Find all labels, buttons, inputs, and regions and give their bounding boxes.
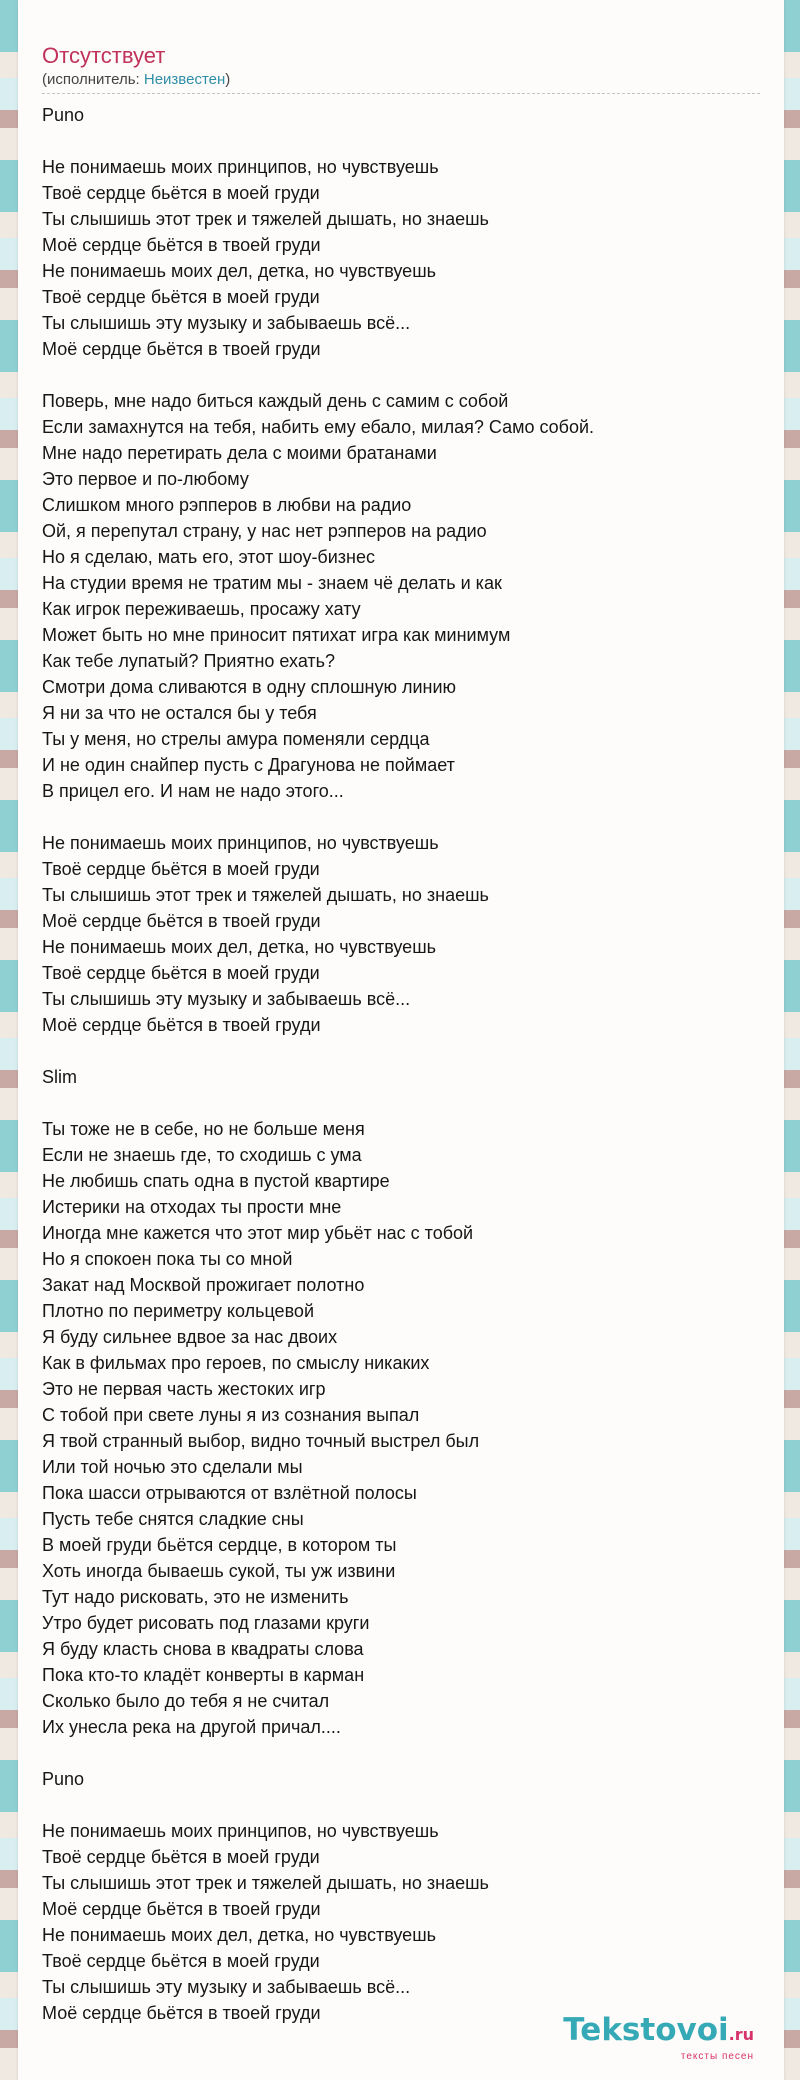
lyric-line: Или той ночью это сделали мы xyxy=(42,1457,303,1477)
lyric-line: В прицел его. И нам не надо этого... xyxy=(42,781,344,801)
artist-line xyxy=(42,70,760,90)
lyric-line: Не понимаешь моих дел, детка, но чувствуешь xyxy=(42,1925,437,1945)
lyric-line: Я ни за что не остался бы у тебя xyxy=(42,703,317,723)
lyric-line: Может быть но мне приносит пятихат игра как минимум xyxy=(42,625,511,645)
artist-link[interactable]: Неизвестен xyxy=(143,71,226,88)
lyric-blank-line xyxy=(42,362,762,388)
lyric-line: Сколько было до тебя я не считал xyxy=(42,1691,330,1711)
lyric-line: Смотри дома сливаются в одну сплошную линию xyxy=(42,677,457,697)
lyric-line: Плотно по периметру кольцевой xyxy=(42,1301,314,1321)
lyric-line: Как тебе лупатый? Приятно ехать? xyxy=(42,651,336,671)
lyric-line: Ты слышишь этот трек и тяжелей дышать, но знаешь xyxy=(42,1873,489,1893)
lyric-line: Моё сердце бьётся в твоей груди xyxy=(42,1015,321,1035)
lyric-line: Если не знаешь где, то сходишь с ума xyxy=(42,1145,362,1165)
lyric-blank-line xyxy=(42,1792,762,1818)
song-title: Отсутствует xyxy=(42,43,166,68)
lyric-line: Закат над Москвой прожигает полотно xyxy=(42,1275,365,1295)
logo-tld: .ru xyxy=(728,2025,754,2044)
lyric-line: Но я сделаю, мать его, этот шоу-бизнес xyxy=(42,547,375,567)
lyric-line: Ты слышишь этот трек и тяжелей дышать, но знаешь xyxy=(42,885,489,905)
lyric-line: Не понимаешь моих принципов, но чувствуешь xyxy=(42,1821,439,1841)
lyric-line: Puno xyxy=(42,1769,85,1789)
page-container xyxy=(18,0,784,2080)
lyric-line: Ты тоже не в себе, но не больше меня xyxy=(42,1119,365,1139)
lyric-blank-line xyxy=(42,804,762,830)
lyric-blank-line xyxy=(42,1090,762,1116)
lyric-line: Моё сердце бьётся в твоей груди xyxy=(42,911,321,931)
lyric-line: Я твой странный выбор, видно точный выстрел был xyxy=(42,1431,480,1451)
lyric-line: Ты слышишь эту музыку и забываешь всё... xyxy=(42,1977,411,1997)
lyric-line: И не один снайпер пусть с Драгунова не поймает xyxy=(42,755,455,775)
lyric-line: Пока шасси отрываются от взлётной полосы xyxy=(42,1483,417,1503)
lyric-line: Твоё сердце бьётся в моей груди xyxy=(42,1951,320,1971)
lyric-line: Твоё сердце бьётся в моей груди xyxy=(42,859,320,879)
lyric-line: Их унесла река на другой причал.... xyxy=(42,1717,341,1737)
lyric-line: Не понимаешь моих принципов, но чувствуешь xyxy=(42,833,439,853)
lyric-line: Твоё сердце бьётся в моей груди xyxy=(42,287,320,307)
lyric-line: Ты у меня, но стрелы амура поменяли сердца xyxy=(42,729,430,749)
lyric-line: Я буду класть снова в квадраты слова xyxy=(42,1639,364,1659)
lyric-line: Я буду сильнее вдвое за нас двоих xyxy=(42,1327,338,1347)
lyric-line: Не понимаешь моих дел, детка, но чувствуешь xyxy=(42,937,437,957)
lyric-line: Slim xyxy=(42,1067,77,1087)
artist-suffix: ) xyxy=(225,71,231,88)
lyric-blank-line xyxy=(42,1038,762,1064)
lyric-line: Твоё сердце бьётся в моей груди xyxy=(42,1847,320,1867)
logo-tagline: тексты песен xyxy=(680,2051,754,2062)
lyric-line: Моё сердце бьётся в твоей груди xyxy=(42,1899,321,1919)
lyric-line: Ты слышишь эту музыку и забываешь всё... xyxy=(42,989,411,1009)
lyric-line: Это не первая часть жестоких игр xyxy=(42,1379,326,1399)
artist-prefix: (исполнитель: xyxy=(42,71,144,88)
lyric-line: С тобой при свете луны я из сознания выпал xyxy=(42,1405,420,1425)
lyric-blank-line xyxy=(42,128,762,154)
lyric-line: Если замахнутся на тебя, набить ему ебало, милая? Само собой. xyxy=(42,417,595,437)
lyric-line: Поверь, мне надо биться каждый день с самим с собой xyxy=(42,391,509,411)
lyric-line: Не понимаешь моих дел, детка, но чувствуешь xyxy=(42,261,437,281)
lyric-line: Пока кто-то кладёт конверты в карман xyxy=(42,1665,365,1685)
lyric-line: Утро будет рисовать под глазами круги xyxy=(42,1613,370,1633)
lyric-line: Ты слышишь эту музыку и забываешь всё... xyxy=(42,313,411,333)
lyric-line: На студии время не тратим мы - знаем чё делать и как xyxy=(42,573,502,593)
lyric-line: Пусть тебе снятся сладкие сны xyxy=(42,1509,304,1529)
lyric-line: Ты слышишь этот трек и тяжелей дышать, но знаешь xyxy=(42,209,489,229)
lyric-line: Твоё сердце бьётся в моей груди xyxy=(42,963,320,983)
lyric-line: Это первое и по-любому xyxy=(42,469,249,489)
lyric-line: В моей груди бьётся сердце, в котором ты xyxy=(42,1535,397,1555)
lyric-line: Мне надо перетирать дела с моими братанами xyxy=(42,443,437,463)
lyric-line: Истерики на отходах ты прости мне xyxy=(42,1197,342,1217)
logo-text: Tekstovoi xyxy=(563,2012,729,2048)
lyric-line: Хоть иногда бываешь сукой, ты уж извини xyxy=(42,1561,396,1581)
lyric-blank-line xyxy=(42,1740,762,1766)
song-header xyxy=(42,42,760,90)
lyric-line: Как в фильмах про героев, по смыслу никаких xyxy=(42,1353,430,1373)
lyric-line: Твоё сердце бьётся в моей груди xyxy=(42,183,320,203)
lyric-line: Моё сердце бьётся в твоей груди xyxy=(42,2003,321,2023)
header-divider xyxy=(42,93,760,94)
lyrics-body xyxy=(42,102,762,2026)
lyric-line: Слишком много рэпперов в любви на радио xyxy=(42,495,412,515)
lyric-line: Моё сердце бьётся в твоей груди xyxy=(42,235,321,255)
lyric-line: Но я спокоен пока ты со мной xyxy=(42,1249,293,1269)
lyric-line: Puno xyxy=(42,105,85,125)
lyric-line: Как игрок переживаешь, просажу хату xyxy=(42,599,361,619)
lyric-line: Не понимаешь моих принципов, но чувствуешь xyxy=(42,157,439,177)
lyric-line: Моё сердце бьётся в твоей груди xyxy=(42,339,321,359)
lyric-line: Тут надо рисковать, это не изменить xyxy=(42,1587,349,1607)
site-logo[interactable] xyxy=(563,2014,754,2062)
lyric-line: Иногда мне кажется что этот мир убьёт нас с тобой xyxy=(42,1223,474,1243)
lyric-line: Не любишь спать одна в пустой квартире xyxy=(42,1171,390,1191)
lyric-line: Ой, я перепутал страну, у нас нет рэпперов на радио xyxy=(42,521,487,541)
